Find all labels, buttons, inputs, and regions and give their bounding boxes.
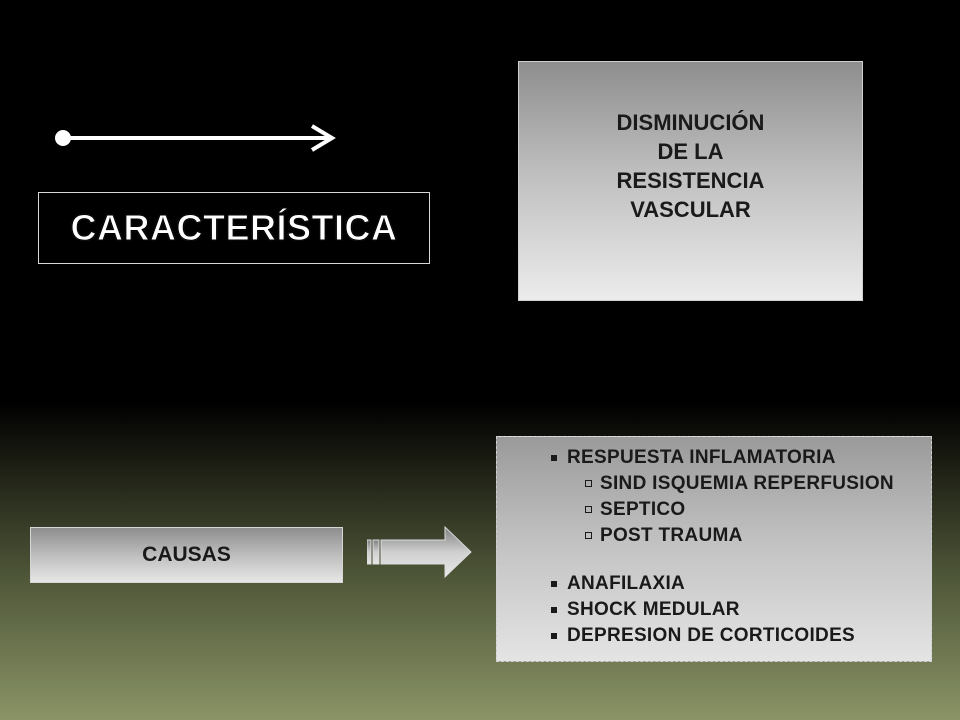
block-arrow-right-icon	[367, 525, 473, 579]
definition-text: DISMINUCIÓN DE LA RESISTENCIA VASCULAR	[616, 110, 765, 222]
hollow-square-bullet-icon	[585, 506, 592, 513]
hollow-square-bullet-icon	[585, 480, 592, 487]
heading-box	[38, 192, 430, 264]
definition-box	[518, 61, 863, 301]
heading-text: CARACTERÍSTICA	[70, 207, 398, 248]
line-arrow-icon	[50, 120, 350, 156]
causes-box	[30, 527, 343, 583]
list-item: ANAFILAXIA	[497, 571, 931, 597]
list-item: SEPTICO	[497, 497, 931, 523]
causes-label: CAUSAS	[142, 543, 231, 566]
square-bullet-icon	[551, 581, 557, 587]
causes-list-box	[496, 436, 932, 662]
list-item: DEPRESION DE CORTICOIDES	[497, 623, 931, 649]
square-bullet-icon	[551, 455, 557, 461]
list-item: SIND ISQUEMIA REPERFUSION	[497, 471, 931, 497]
list-item: SHOCK MEDULAR	[497, 597, 931, 623]
square-bullet-icon	[551, 607, 557, 613]
causes-list	[497, 445, 931, 649]
list-item: POST TRAUMA	[497, 523, 931, 549]
list-item: RESPUESTA INFLAMATORIA	[497, 445, 931, 471]
square-bullet-icon	[551, 633, 557, 639]
hollow-square-bullet-icon	[585, 532, 592, 539]
